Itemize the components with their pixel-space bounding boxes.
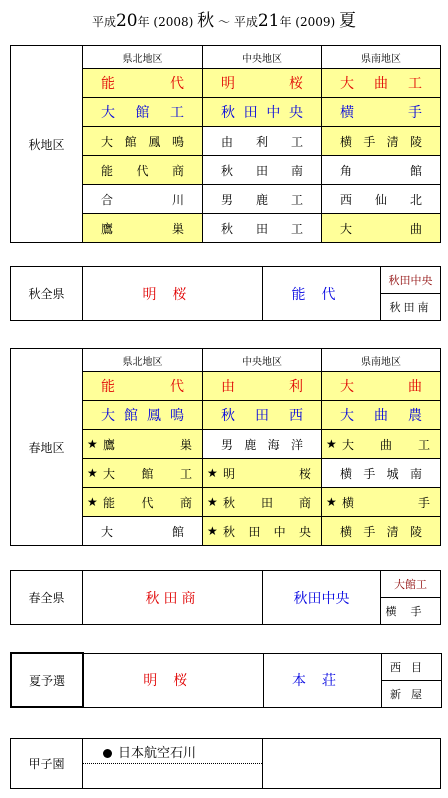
spring_district-header-1: 中央地区 — [203, 349, 322, 372]
autumn_district-label: 秋地区 — [11, 46, 83, 243]
spring_district-school-0-2: 大 曲 — [322, 372, 441, 401]
spring_district-school-0-1: 由 利 — [203, 372, 322, 401]
title-year-2: 21 — [257, 11, 280, 31]
star-icon: ★ — [326, 437, 337, 451]
autumn_district-school-2-0: 大 館 鳳 鳴 — [83, 127, 203, 156]
title-separator: ～ — [217, 15, 230, 29]
autumn_district-school-2-2: 横 手 清 陵 — [322, 127, 441, 156]
spring-prefecture-table — [10, 570, 441, 625]
autumn_district-school-0-1: 明 桜 — [203, 69, 322, 98]
spring_district-school-4-1: ★ 秋 田 商 — [203, 488, 322, 517]
spring_district-school-5-2: 横 手 清 陵 — [322, 517, 441, 546]
spring_district-school-1-2: 大 曲 農 — [322, 401, 441, 430]
koshien-label: 甲子園 — [11, 739, 83, 789]
title-era-1: 平成 — [91, 15, 116, 29]
spring_district-school-5-0: 大 館 — [83, 517, 203, 546]
autumn-prefecture-table — [10, 266, 441, 321]
spring_district-school-4-2: ★ 横 手 — [322, 488, 441, 517]
summer-prelim-runner-up: 本荘 — [263, 653, 381, 707]
autumn_district-school-5-0: 鷹 巣 — [83, 214, 203, 243]
autumn-pref-label: 秋全県 — [11, 267, 83, 321]
spring_district-school-3-1: ★ 明 桜 — [203, 459, 322, 488]
title-era-2: 平成 — [233, 15, 258, 29]
spring-pref-label: 春全県 — [11, 571, 83, 625]
spring_district-school-1-1: 秋 田 西 — [203, 401, 322, 430]
spring_district-school-2-1: 男 鹿 海 洋 — [203, 430, 322, 459]
bullet-icon — [103, 749, 112, 758]
spring_district-school-4-0: ★ 能 代 商 — [83, 488, 203, 517]
star-icon: ★ — [87, 495, 98, 509]
autumn_district-header-1: 中央地区 — [203, 46, 322, 69]
star-icon: ★ — [87, 437, 98, 451]
spring_district-school-1-0: 大 館 鳳 鳴 — [83, 401, 203, 430]
autumn_district-school-0-2: 大 曲 工 — [322, 69, 441, 98]
spring_district-header-2: 県南地区 — [322, 349, 441, 372]
autumn_district-school-4-1: 男 鹿 工 — [203, 185, 322, 214]
page-title — [0, 6, 448, 31]
summer-prelim-third-a: 西目 — [381, 653, 441, 680]
summer-prelim-table — [10, 652, 442, 708]
summer-prelim-label: 夏予選 — [11, 653, 83, 707]
koshien-result-cell — [263, 739, 441, 789]
star-icon: ★ — [207, 466, 218, 480]
autumn_district-school-5-1: 秋 田 工 — [203, 214, 322, 243]
spring_district-school-5-1: ★ 秋 田 中 央 — [203, 517, 322, 546]
star-icon: ★ — [207, 495, 218, 509]
title-western-year-1: 年 (2008) — [137, 15, 194, 29]
koshien-entry-text: 日本航空石川 — [118, 745, 197, 761]
autumn-pref-third-b: 秋田南 — [381, 294, 441, 321]
spring_district-header-0: 県北地区 — [83, 349, 203, 372]
autumn_district-header-0: 県北地区 — [83, 46, 203, 69]
spring_district-school-0-0: 能 代 — [83, 372, 203, 401]
spring-district-table — [10, 348, 441, 546]
autumn_district-school-1-2: 横 手 — [322, 98, 441, 127]
spring-pref-runner-up: 秋田中央 — [263, 571, 381, 625]
autumn-pref-third-a: 秋田中央 — [381, 267, 441, 294]
autumn-pref-runner-up: 能代 — [263, 267, 381, 321]
spring-pref-third-b: 横手 — [381, 598, 441, 625]
autumn_district-school-4-2: 西 仙 北 — [322, 185, 441, 214]
autumn_district-school-3-1: 秋 田 南 — [203, 156, 322, 185]
autumn_district-school-3-2: 角 館 — [322, 156, 441, 185]
autumn_district-school-5-2: 大 曲 — [322, 214, 441, 243]
autumn-district-table — [10, 45, 441, 243]
autumn_district-header-2: 県南地区 — [322, 46, 441, 69]
title-year-1: 20 — [115, 11, 138, 31]
spring_district-school-2-0: ★ 鷹 巣 — [83, 430, 203, 459]
autumn_district-school-0-0: 能 代 — [83, 69, 203, 98]
title-season-1: 秋 — [197, 11, 215, 31]
autumn-pref-winner: 明桜 — [83, 267, 263, 321]
spring_district-school-3-0: ★ 大 館 工 — [83, 459, 203, 488]
star-icon: ★ — [326, 495, 337, 509]
autumn_district-school-1-0: 大 館 工 — [83, 98, 203, 127]
title-western-year-2: 年 (2009) — [279, 15, 336, 29]
spring_district-school-3-2: 横 手 城 南 — [322, 459, 441, 488]
autumn_district-school-3-0: 能 代 商 — [83, 156, 203, 185]
koshien-table — [10, 738, 441, 789]
summer-prelim-third-b: 新屋 — [381, 680, 441, 707]
koshien-blank-cell — [83, 764, 263, 789]
spring_district-school-2-2: ★ 大 曲 工 — [322, 430, 441, 459]
summer-prelim-winner: 明桜 — [83, 653, 263, 707]
koshien-entry — [83, 739, 263, 764]
title-season-2: 夏 — [339, 11, 357, 31]
autumn_district-school-2-1: 由 利 工 — [203, 127, 322, 156]
star-icon: ★ — [207, 524, 218, 538]
autumn_district-school-4-0: 合 川 — [83, 185, 203, 214]
spring_district-label: 春地区 — [11, 349, 83, 546]
star-icon: ★ — [87, 466, 98, 480]
spring-pref-third-a: 大館工 — [381, 571, 441, 598]
autumn_district-school-1-1: 秋 田 中 央 — [203, 98, 322, 127]
spring-pref-winner: 秋田商 — [83, 571, 263, 625]
